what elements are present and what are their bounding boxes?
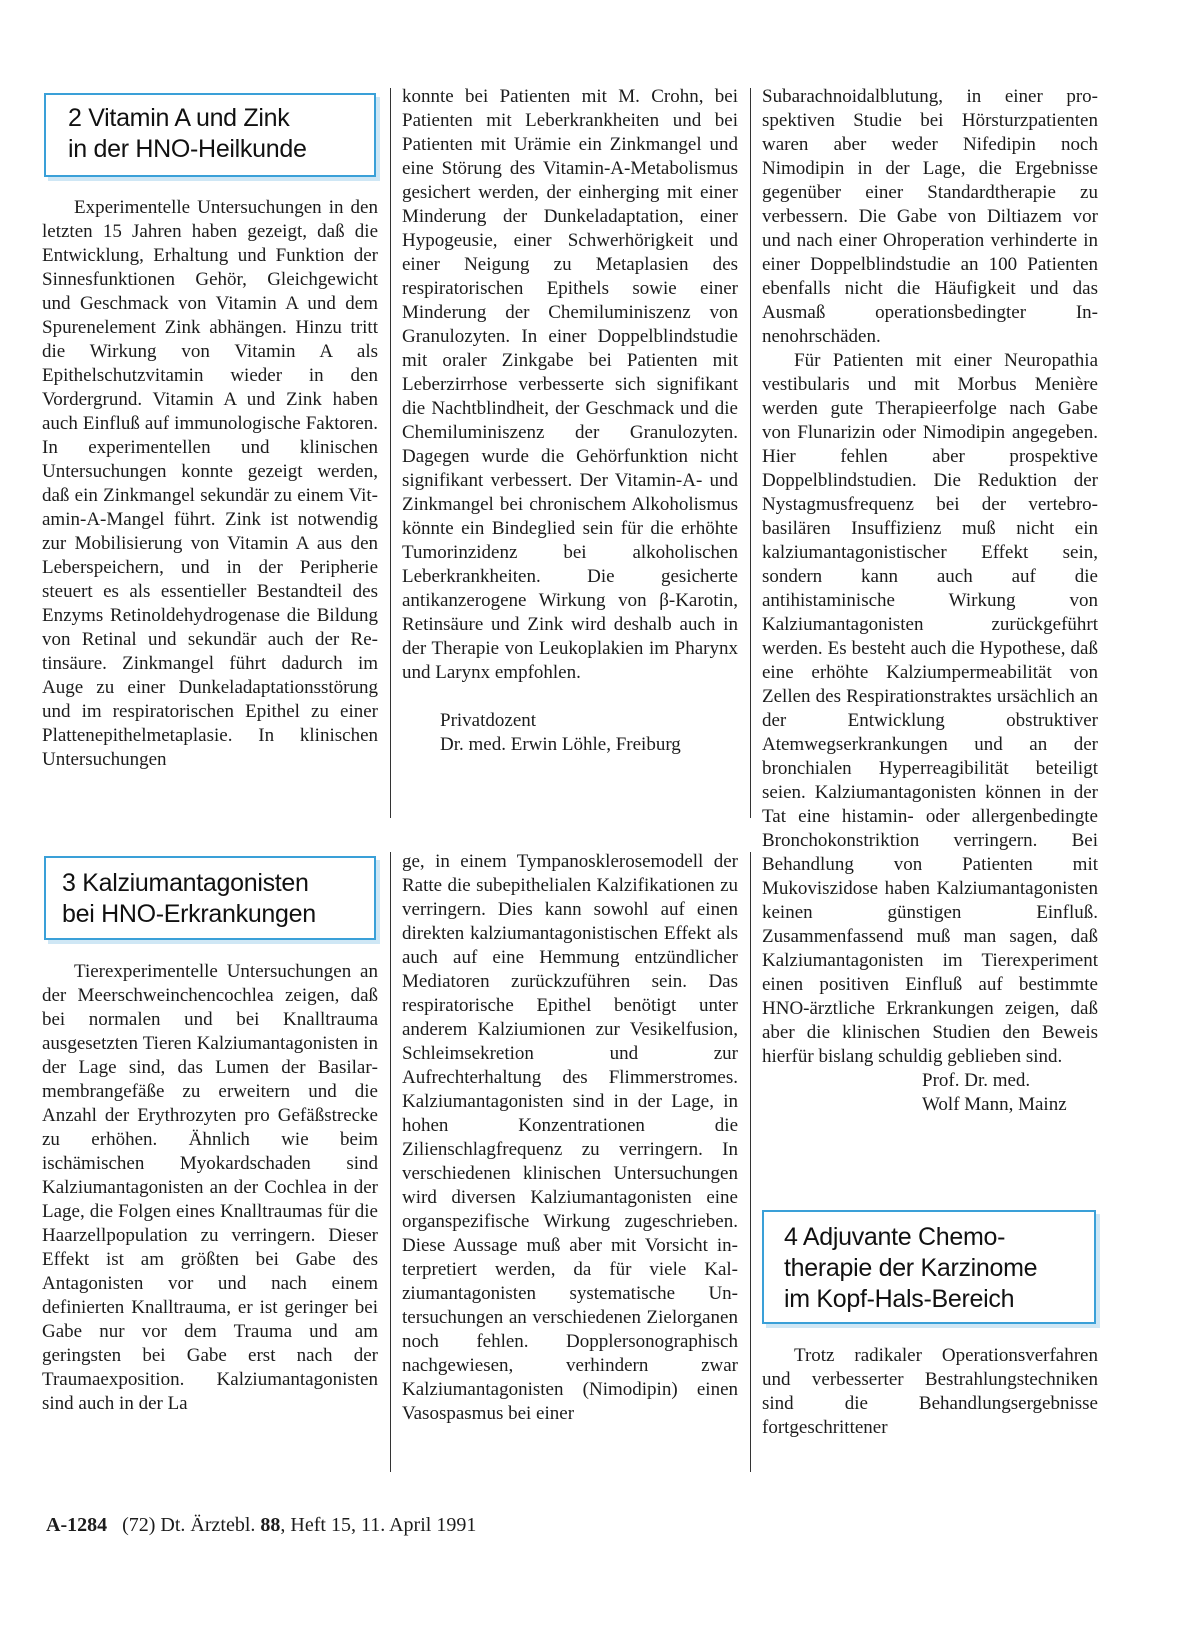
footer-volume: 88	[260, 1514, 281, 1536]
section-4-heading-box	[762, 1210, 1096, 1324]
section-2-author-title: Privatdozent	[440, 710, 537, 731]
section-3-paragraph-2: ge, in einem Tympanosklerosemodell der Ratte die subepithelialen Kalzifikationen zu verringern. Dies kann sowohl auf einen direkten kalziumantagonistischen Effekt als auch auf eine Hemmung entzündlicher Mediatoren zurückzuführen sein. Das respiratorische Epithel benötigt unter anderem Kalziumionen zur Vesikelfusion, Schleimsekretion und zur Aufrechterhaltung des Flimmerstromes. Kalziumantagonisten sind in der Lage, in hohen Konzentrationen die Zilienschlagfrequenz zu verringern. In verschiedenen klinischen Untersuchungen wird diversen Kalziumantagonisten eine organspezifische Wirkung zugeschrieben. Diese Aussage muß aber mit Vorsicht interpretiert werden, da für viele Kalziumantagonisten systematische Untersuchungen an verschiedenen Zielorganen noch fehlen. Dopplersonographisch nachgewiesen, verhindern zwar Kalziumantagonisten (Nimodipin) einen Vasospasmus bei einer	[402, 851, 738, 1424]
section-3-column-3	[762, 85, 1098, 1117]
column-divider-3	[390, 852, 391, 1472]
section-2-heading-box	[44, 93, 376, 177]
section-3-paragraph-1: Tierexperimentelle Untersuchungen an der Meerschweinchencochlea zeigen, daß bei normalen und bei Knalltrauma ausgesetzten Tieren Kalziumantagonisten in der Lage sind, das Lumen der Basilarmembrangefäße zu erweitern und die Anzahl der Erythrozyten pro Gefäßstrecke zu erhöhen. Ähnlich wie beim ischämischen Myokardschaden sind Kalziumantagonisten an der Cochlea in der Lage, die Folgen eines Knalltraumas für die Haarzellpopulation zu verringern. Dieser Effekt ist am größten bei Gabe des Antagonisten vor und nach einem definierten Knalltrauma, er ist geringer bei Gabe nur vor dem Trauma und am geringsten bei Gabe erst nach der Traumaexposition. Kalziumantagonisten sind auch in der La	[42, 961, 378, 1414]
column-divider-1	[390, 88, 391, 818]
column-divider-2	[750, 88, 751, 818]
section-4-paragraph-1: Trotz radikaler Operationsverfahren und verbesserter Bestrahlungstechniken sind die Behandlungsergebnisse fortgeschrittener	[762, 1345, 1098, 1438]
section-4-column-3	[762, 1344, 1098, 1440]
footer-journal: (72) Dt. Ärztebl.	[122, 1514, 256, 1536]
footer-issue: , Heft 15, 11. April 1991	[280, 1514, 477, 1536]
section-2-column-1	[42, 196, 378, 772]
section-3-heading-box	[44, 856, 376, 940]
section-2-heading: 2 Vitamin A und Zink in der HNO-Heilkunde	[68, 104, 307, 163]
section-3-column-2	[402, 850, 738, 1426]
page-footer	[46, 1514, 476, 1537]
footer-page-number: A-1284	[46, 1514, 108, 1536]
section-2-column-2	[402, 85, 738, 757]
section-3-column-1	[42, 960, 378, 1416]
column-divider-4	[750, 852, 751, 1472]
section-2-author-name: Dr. med. Erwin Löhle, Freiburg	[440, 734, 681, 755]
section-3-paragraph-3: Subarachnoidalblutung, in einer prospektiven Studie bei Hörsturzpatienten waren aber weder Nifedipin noch Nimodipin in der Lage, die Ergebnisse gegenüber einer Standardtherapie zu verbessern. Die Gabe von Diltiazem vor und nach einer Ohroperation verhinderte in einer Doppelblindstudie an 100 Patienten ebenfalls nicht die Häufigkeit und das Ausmaß operationsbedingter Innenohrschäden.	[762, 86, 1098, 347]
section-3-heading: 3 Kalziumantagonisten bei HNO-Erkrankungen	[62, 869, 316, 928]
section-2-paragraph-2: konnte bei Patienten mit M. Crohn, bei Patienten mit Leberkrankheiten und bei Patienten mit Urämie ein Zinkmangel und eine Störung des Vitamin-A-Metabolismus gesichert werden, der einherging mit einer Minderung der Dunkeladaptation, einer Hypogeusie, einer Schwerhörigkeit und einer Neigung zu Metaplasien des respiratorischen Epithels sowie einer Minderung der Chemiluminiszenz von Granulozyten. In einer Doppelblindstudie mit oraler Zinkgabe bei Patienten mit Leberzirrhose verbesserte sich signifikant die Nachtblindheit, der Geschmack und die Chemiluminiszenz der Granulozyten. Dagegen wurde die Gehörfunktion nicht signifikant verbessert. Der Vitamin-A- und Zinkmangel bei chronischem Alkoholismus könnte ein Bindeglied sein für die erhöhte Tumorinzidenz bei alkoholischen Leberkrankheiten. Die gesicherte antikanzerogene Wirkung von β-Karotin, Retinsäure und Zink wird deshalb auch in der Therapie von Leukoplakien im Pharynx und Larynx empfohlen.	[402, 86, 738, 683]
section-4-heading: 4 Adjuvante Chemo- therapie der Karzinome im Kopf-Hals-Bereich	[784, 1223, 1038, 1313]
section-2-paragraph-1: Experimentelle Untersuchungen in den letzten 15 Jahren haben gezeigt, daß die Entwicklung, Erhaltung und Funktion der Sinnesfunktionen Gehör, Gleichgewicht und Geschmack von Vitamin A und dem Spurenelement Zink abhängen. Hinzu tritt die Wirkung von Vitamin A als Epithelschutzvitamin wieder in den Vordergrund. Vitamin A und Zink haben auch Einfluß auf immunologische Faktoren. In experimentellen und klinischen Untersuchungen konnte gezeigt werden, daß ein Zinkmangel sekundär zu einem Vitamin-A-Mangel führt. Zink ist notwendig zur Mobilisierung von Vitamin A aus den Leberspeichern, und in der Peripherie steuert es als essentieller Bestandteil des Enzyms Retinoldehydrogenase die Bildung von Retinal und sekundär auch der Retinsäure. Zinkmangel führt dadurch im Auge zu einer Dunkeladaptationsstörung und im respiratorischen Epithel zu einer Plattenepithelmetaplasie. In klinischen Untersuchungen	[42, 197, 378, 770]
section-3-author-name: Wolf Mann, Mainz	[922, 1094, 1067, 1115]
section-3-author-title: Prof. Dr. med.	[922, 1070, 1031, 1091]
section-3-paragraph-4: Für Patienten mit einer Neuropathia vestibularis und mit Morbus Menière werden gute Therapieerfolge nach Gabe von Flunarizin oder Nimodipin angegeben. Hier fehlen aber prospektive Doppelblindstudien. Die Reduktion der Nystagmusfrequenz bei der vertebro-basilären Insuffizienz muß nicht ein kalziumantagonistischer Effekt sein, sondern kann auch auf die antihistaminische Wirkung von Kalziumantagonisten zurückgeführt werden. Es besteht auch die Hypothese, daß eine erhöhte Kalziumpermeabilität von Zellen des Respirationstraktes ursächlich an der Entwicklung obstruktiver Atemwegserkrankungen und an der bronchialen Hyperreagibilität beteiligt seien. Kalziumantagonisten können in der Tat eine histamin- oder allergenbedingte Bronchokonstriktion verringern. Bei Behandlung von Patienten mit Mukoviszidose haben Kalziumantagonisten keinen günstigen Einfluß. Zusammenfassend muß man sagen, daß Kalziumantagonisten im Tierexperiment einen positiven Einfluß auf bestimmte HNO-ärztliche Erkrankungen zeigen, daß aber die klinischen Studien den Beweis hierfür bislang schuldig geblieben sind.	[762, 350, 1098, 1067]
